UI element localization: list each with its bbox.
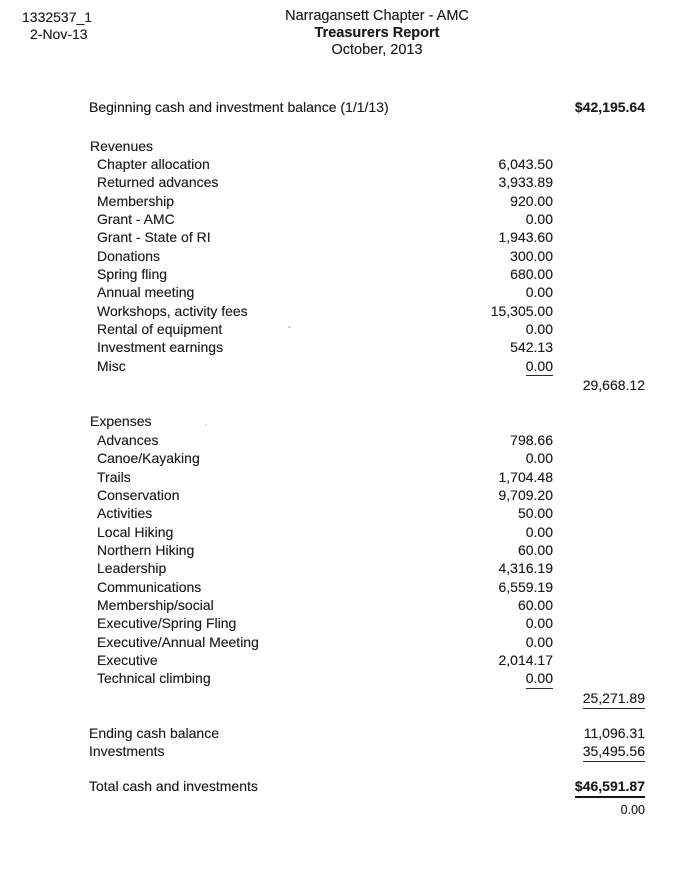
line-item-row <box>0 633 696 651</box>
revenues-total-row <box>0 376 696 395</box>
line-item-label: Activities <box>97 505 153 522</box>
line-item-row <box>0 614 696 632</box>
line-item-label: Trails <box>97 468 131 485</box>
line-item-row <box>0 228 696 246</box>
line-item-label: Membership <box>97 192 175 209</box>
line-item-row <box>0 486 696 504</box>
investments-label: Investments <box>89 743 165 759</box>
report-period: October, 2013 <box>331 42 423 58</box>
line-item-amount: 6,043.50 <box>498 156 553 172</box>
line-item-label: Executive <box>97 651 158 668</box>
revenues-section-row <box>0 137 696 156</box>
line-item-amount: 300.00 <box>510 247 553 264</box>
scan-speck <box>205 424 207 426</box>
line-item-row <box>0 449 696 467</box>
line-item-amount: 0.00 <box>525 633 553 650</box>
line-item-amount: 0.00 <box>526 669 553 689</box>
line-item-amount: 920.00 <box>510 192 553 209</box>
line-item-label: Executive/Spring Fling <box>97 615 237 632</box>
beginning-balance-amount: $42,195.64 <box>574 99 645 115</box>
line-item-amount: 4,316.19 <box>498 560 553 577</box>
line-item-amount: 0.00 <box>525 320 553 337</box>
line-item-row <box>0 283 696 301</box>
expenses-total-amount: 25,271.89 <box>583 689 645 709</box>
document-id: 1332537_1 <box>22 9 93 25</box>
revenues-total-amount: 29,668.12 <box>582 377 645 393</box>
line-item-amount: 680.00 <box>510 265 553 282</box>
line-item-row <box>0 265 696 283</box>
line-item-row <box>0 247 696 265</box>
line-item-amount: 15,305.00 <box>490 302 553 319</box>
line-item-amount: 798.66 <box>510 432 553 448</box>
line-item-row <box>0 541 696 559</box>
line-item-label: Annual meeting <box>97 284 195 301</box>
line-item-label: Communications <box>97 578 202 595</box>
line-item-row <box>0 357 696 375</box>
line-item-label: Advances <box>97 432 159 448</box>
line-item-row <box>0 468 696 486</box>
line-item-row <box>0 596 696 614</box>
line-item-label: Leadership <box>97 560 167 577</box>
check-value: 0.00 <box>620 803 645 817</box>
expenses-section-label: Expenses <box>90 413 152 429</box>
line-item-row <box>0 669 696 687</box>
investments-amount: 35,495.56 <box>583 742 645 762</box>
scan-speck <box>288 326 291 328</box>
line-item-amount: 50.00 <box>517 505 553 522</box>
line-item-label: Membership/social <box>97 596 214 613</box>
line-item-amount: 1,943.60 <box>498 229 553 246</box>
line-item-amount: 0.00 <box>525 284 553 301</box>
line-item-amount: 60.00 <box>517 541 553 558</box>
expenses-section-row <box>0 412 696 431</box>
grand-total-row <box>0 777 696 796</box>
line-item-row <box>0 302 696 320</box>
line-item-label: Rental of equipment <box>97 320 223 337</box>
line-item-row <box>0 504 696 522</box>
revenues-items <box>0 155 696 375</box>
line-item-amount: 0.00 <box>525 523 553 540</box>
line-item-amount: 6,559.19 <box>498 578 553 595</box>
line-item-row <box>0 559 696 577</box>
line-item-amount: 3,933.89 <box>498 174 553 191</box>
beginning-balance-row <box>0 98 696 117</box>
line-item-row <box>0 210 696 228</box>
line-item-row <box>0 338 696 356</box>
grand-total-amount: $46,591.87 <box>575 777 645 798</box>
line-item-amount: 60.00 <box>517 596 553 613</box>
line-item-row <box>0 173 696 191</box>
grand-total-label: Total cash and investments <box>89 778 258 794</box>
line-item-label: Executive/Annual Meeting <box>97 633 259 650</box>
beginning-balance-label: Beginning cash and investment balance (1/1/13) <box>89 99 389 115</box>
line-item-label: Conservation <box>97 486 180 503</box>
line-item-label: Grant - AMC <box>97 210 175 227</box>
ending-cash-row <box>0 724 696 743</box>
report-title: Treasurers Report <box>314 25 440 41</box>
line-item-amount: 0.00 <box>525 615 553 632</box>
revenues-section-label: Revenues <box>90 138 154 154</box>
line-item-row <box>0 192 696 210</box>
line-item-row <box>0 578 696 596</box>
line-item-label: Chapter allocation <box>97 156 210 172</box>
line-item-label: Northern Hiking <box>97 541 195 558</box>
line-item-amount: 0.00 <box>526 357 553 377</box>
line-item-amount: 0.00 <box>525 210 553 227</box>
line-item-label: Returned advances <box>97 174 219 191</box>
investments-row <box>0 742 696 761</box>
line-item-label: Workshops, activity fees <box>97 302 248 319</box>
line-item-row <box>0 523 696 541</box>
report-header <box>59 8 695 59</box>
line-item-row <box>0 431 696 449</box>
line-item-row <box>0 651 696 669</box>
line-item-label: Local Hiking <box>97 523 174 540</box>
ending-cash-label: Ending cash balance <box>89 725 219 741</box>
line-item-row <box>0 155 696 173</box>
line-item-amount: 1,704.48 <box>498 468 553 485</box>
expenses-items <box>0 431 696 688</box>
line-item-amount: 542.13 <box>510 339 553 356</box>
line-item-label: Donations <box>97 247 161 264</box>
check-value-row <box>0 801 696 820</box>
line-item-label: Investment earnings <box>97 339 224 356</box>
line-item-label: Misc <box>97 357 126 374</box>
org-name: Narragansett Chapter - AMC <box>285 8 469 24</box>
line-item-amount: 0.00 <box>525 450 553 467</box>
line-item-amount: 2,014.17 <box>498 651 553 668</box>
document-date: 2-Nov-13 <box>30 26 88 42</box>
line-item-row <box>0 320 696 338</box>
line-item-label: Canoe/Kayaking <box>97 450 200 467</box>
line-item-label: Technical climbing <box>97 670 211 687</box>
ending-cash-amount: 11,096.31 <box>583 725 645 741</box>
expenses-total-row <box>0 689 696 708</box>
line-item-amount: 9,709.20 <box>498 486 553 503</box>
line-item-label: Grant - State of RI <box>97 229 211 246</box>
line-item-label: Spring fling <box>97 265 168 282</box>
